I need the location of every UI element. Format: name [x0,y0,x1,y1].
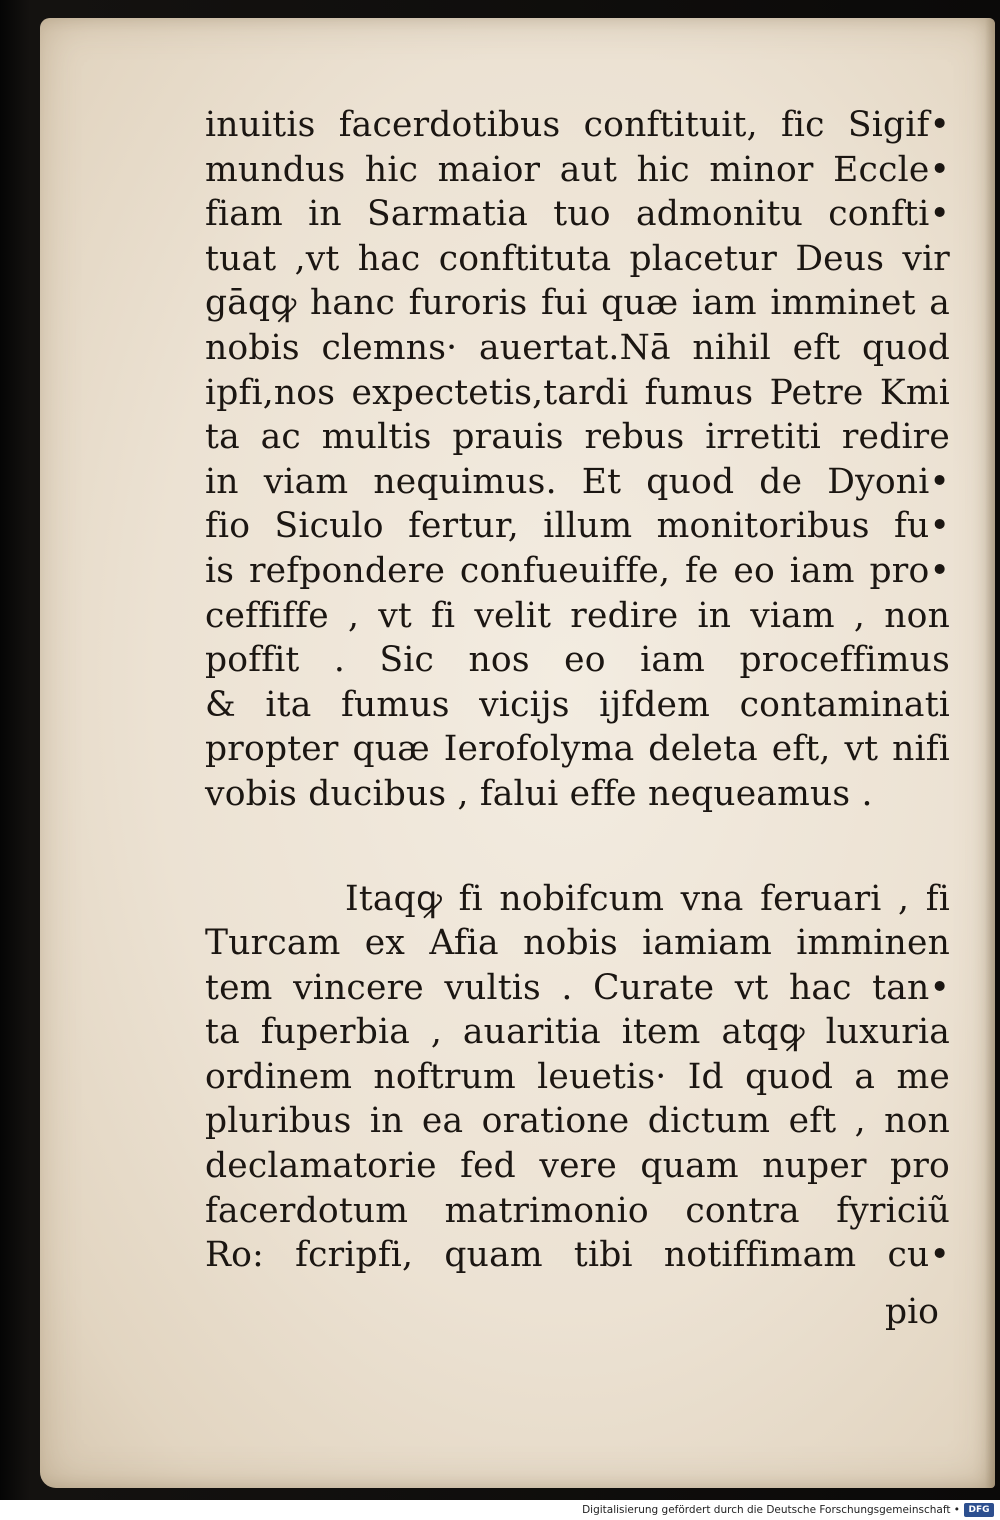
text-line: & ita fumus vicijs ijfdem contaminati [205,684,950,725]
dfg-logo: DFG [964,1503,994,1517]
text-line: facerdotum matrimonio contra fyriciũ [205,1190,950,1231]
text-line: poffit . Sic nos eo iam proceffimus [205,640,950,681]
catchword: pio [885,1292,939,1332]
text-line: propter quæ Ierofolyma deleta eft, vt nifi [205,729,950,770]
text-line: ipfi,nos expectetis,tardi fumus Petre Kmi [205,372,950,413]
text-line: gāqꝙ hanc furoris fui quæ iam imminet a [205,283,950,324]
text-line: Ro: fcripfi, quam tibi notiffimam cu• [205,1235,950,1276]
text-line: nobis clemns· auertat.Nā nihil eft quod [205,327,950,368]
text-line: fiam in Sarmatia tuo admonitu confti• [205,194,950,235]
footer-bar [0,1500,1000,1520]
text-line: mundus hic maior aut hic minor Eccle• [205,149,950,190]
text-line: in viam nequimus. Et quod de Dyoni• [205,461,950,502]
text-line: vobis ducibus , falui effe nequeamus . [205,773,873,814]
text-line: ordinem noftrum leuetis· Id quod a me [205,1056,950,1097]
text-line: is refpondere confueuiffe, fe eo iam pro• [205,550,950,591]
page-edge-shadow [985,18,995,1488]
text-line: pluribus in ea oratione dictum eft , non [205,1101,950,1142]
text-line: ta ac multis prauis rebus irretiti redire [205,417,950,458]
funding-credit: Digitalisierung gefördert durch die Deutsche Forschungsgemeinschaft • [582,1504,960,1516]
text-line: Turcam ex Afia nobis iamiam imminen [205,923,950,964]
text-line: declamatorie fed vere quam nuper pro [205,1146,950,1187]
paragraph-gap [205,817,950,877]
text-line: tem vincere vultis . Curate vt hac tan• [205,967,950,1008]
text-line: fio Siculo fertur, illum monitoribus fu• [205,506,950,547]
main-text [205,103,950,1278]
text-line: Itaqꝙ fi nobifcum vna feruari , fi [345,878,950,919]
text-line: tuat ,vt hac conftituta placetur Deus vir [205,238,950,279]
text-line: ceffiffe , vt fi velit redire in viam , non [205,595,950,636]
text-line: inuitis facerdotibus conftituit, fic Sigif• [205,105,950,145]
text-line: ta fuperbia , auaritia item atqꝙ luxuria [205,1012,950,1053]
